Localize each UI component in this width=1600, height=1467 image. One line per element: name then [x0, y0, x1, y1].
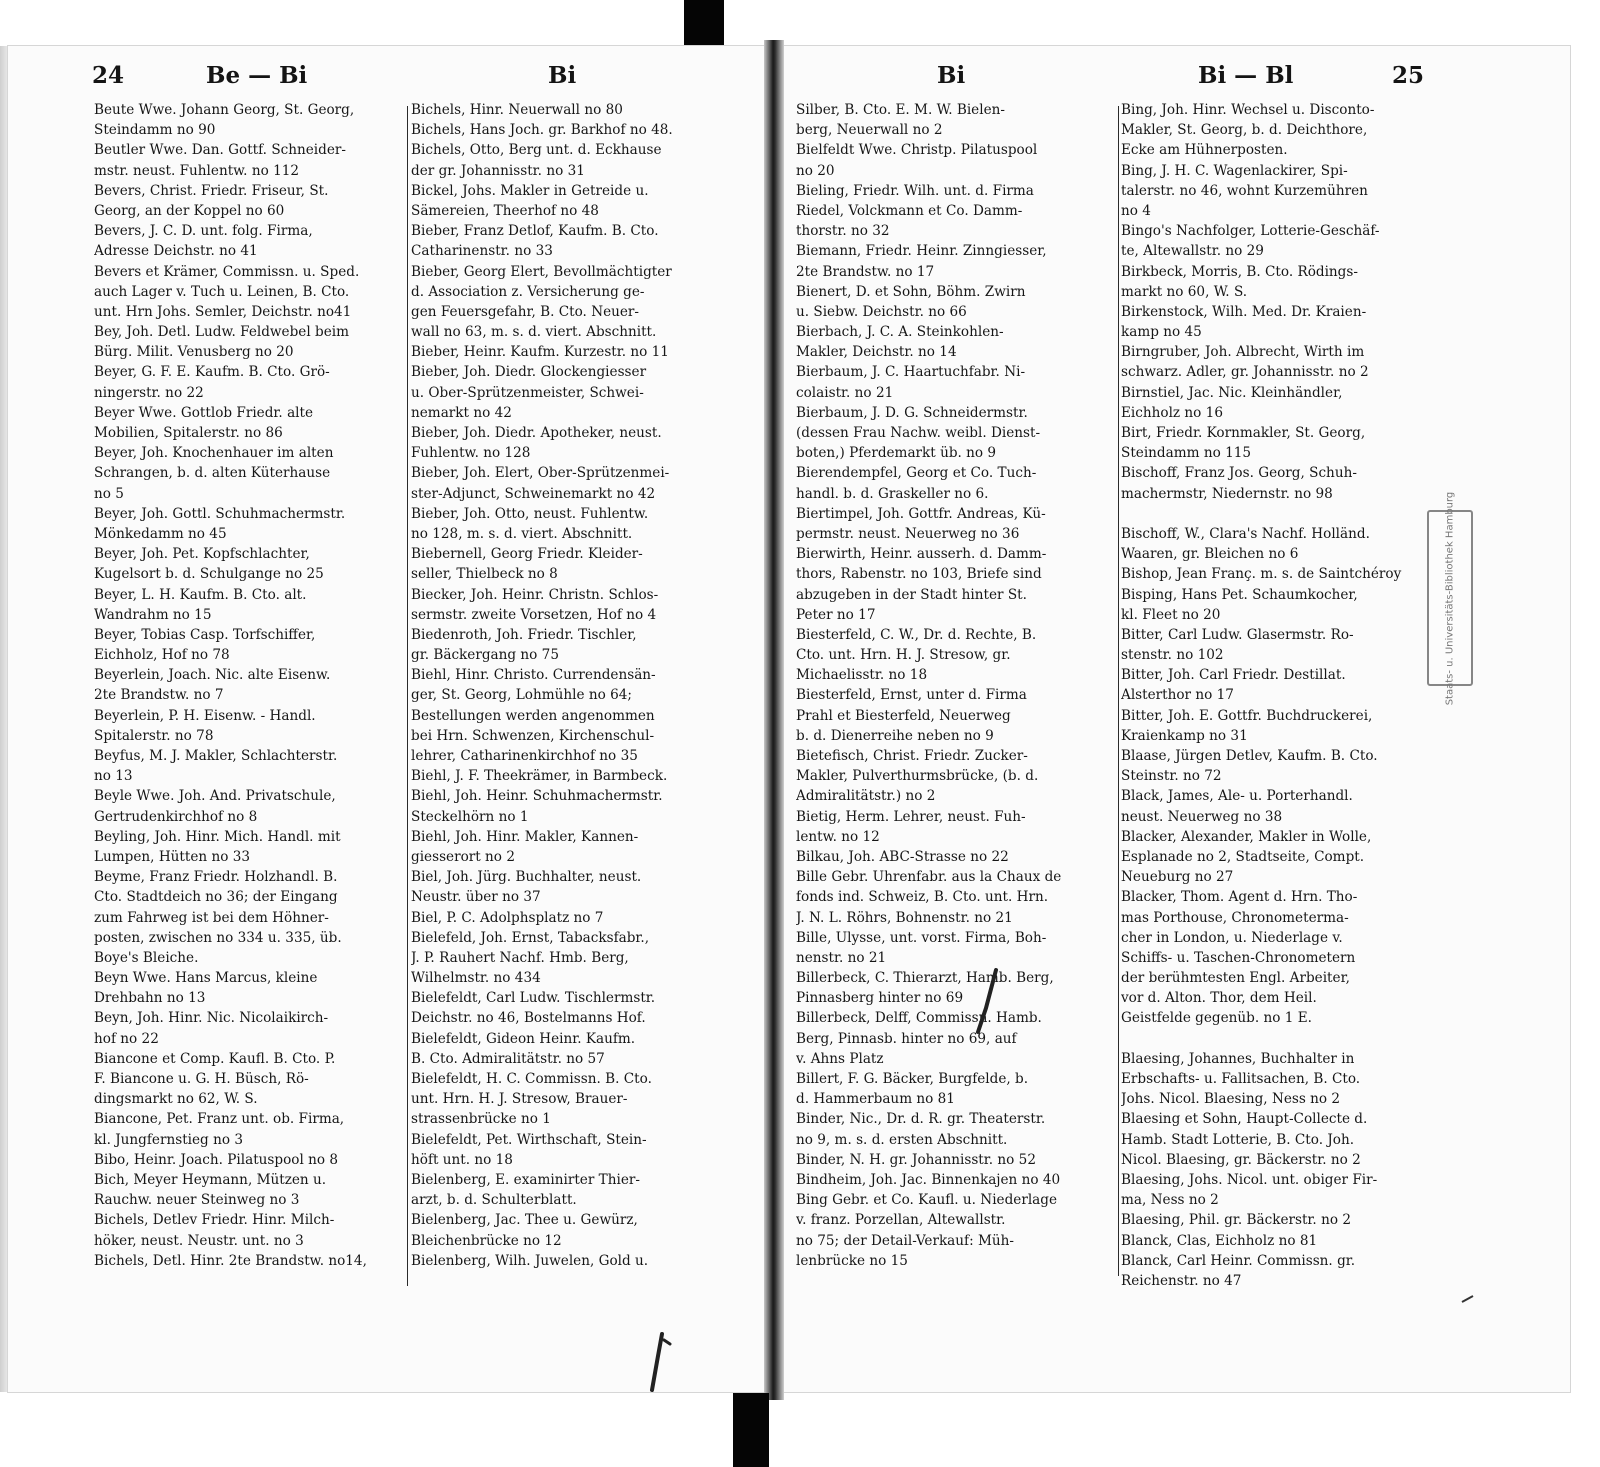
entry-line: no 75; der Detail-Verkauf: Müh-: [796, 1232, 1014, 1249]
entry-line: Bielefeldt, Pet. Wirthschaft, Stein-: [411, 1131, 647, 1148]
entry-line: Admiralitätstr.) no 2: [796, 788, 936, 805]
entry-line: gr. Bäckergang no 75: [411, 647, 559, 664]
entry-line: fonds ind. Schweiz, B. Cto. unt. Hrn.: [796, 889, 1049, 906]
entry-line: Bindheim, Joh. Jac. Binnenkajen no 40: [796, 1171, 1061, 1188]
left-column-1: [94, 100, 404, 1271]
entry-line: Ecke am Hühnerposten.: [1121, 142, 1288, 159]
entry-line: Blacker, Thom. Agent d. Hrn. Tho-: [1121, 889, 1358, 906]
entry-line: Kraienkamp no 31: [1121, 727, 1248, 744]
entry-line: kl. Jungfernstieg no 3: [94, 1131, 243, 1148]
entry-line: F. Biancone u. G. H. Büsch, Rö-: [94, 1071, 309, 1087]
entry-line: Beyle Wwe. Joh. And. Privatschule,: [94, 788, 336, 805]
entry-line: Gertrudenkirchhof no 8: [94, 808, 258, 825]
entry-line: Bielefeldt, H. C. Commissn. B. Cto.: [411, 1071, 652, 1087]
entry-line: vor d. Alton. Thor, dem Heil.: [1121, 990, 1317, 1007]
entry-line: no 4: [1121, 202, 1151, 219]
entry-line: Bierendempfel, Georg et Co. Tuch-: [796, 465, 1037, 482]
entry-line: Bielefeldt, Carl Ludw. Tischlermstr.: [411, 990, 656, 1007]
entry-line: Bille, Ulysse, unt. vorst. Firma, Boh-: [796, 929, 1047, 946]
entry-line: Bischoff, W., Clara's Nachf. Holländ.: [1121, 525, 1370, 542]
entry-line: Bieber, Joh. Diedr. Apotheker, neust.: [411, 425, 662, 441]
entry-line: Silber, B. Cto. E. M. W. Bielen-: [796, 102, 1005, 118]
entry-line: Neueburg no 27: [1121, 869, 1234, 886]
entry-line: Prahl et Biesterfeld, Neuerweg: [796, 707, 1011, 724]
entry-line: Biecker, Joh. Heinr. Christn. Schlos-: [411, 586, 659, 603]
entry-line: Bey, Joh. Detl. Ludw. Feldwebel beim: [94, 324, 349, 341]
entry-line: Makler, Pulverthurmsbrücke, (b. d.: [796, 768, 1039, 785]
entry-line: mas Porthouse, Chronometerma-: [1121, 909, 1349, 926]
entry-line: Bichels, Hans Joch. gr. Barkhof no 48.: [411, 122, 673, 139]
entry-line: Eichholz no 16: [1121, 404, 1223, 421]
entry-line: Steckelhörn no 1: [411, 808, 529, 825]
entry-line: Bille Gebr. Uhrenfabr. aus la Chaux de: [796, 869, 1062, 886]
library-stamp: [1427, 491, 1473, 705]
entry-line: Georg, an der Koppel no 60: [94, 202, 285, 219]
entry-line: nenstr. no 21: [796, 949, 887, 966]
entry-line: colaistr. no 21: [796, 384, 894, 401]
entry-line: Reichenstr. no 47: [1121, 1272, 1242, 1289]
entry-line: Bietefisch, Christ. Friedr. Zucker-: [796, 748, 1028, 764]
entry-line: Bieber, Franz Detlof, Kaufm. B. Cto.: [411, 223, 659, 240]
entry-line: Bieber, Georg Elert, Bevollmächtigter: [411, 263, 672, 280]
entry-line: handl. b. d. Graskeller no 6.: [796, 485, 989, 502]
entry-line: Waaren, gr. Bleichen no 6: [1121, 546, 1299, 563]
entry-line: Bieber, Joh. Elert, Ober-Sprützenmei-: [411, 465, 670, 482]
entry-line: Bürg. Milit. Venusberg no 20: [94, 344, 294, 361]
entry-line: boten,) Pferdemarkt üb. no 9: [796, 445, 997, 462]
entry-line: Biel, P. C. Adolphsplatz no 7: [411, 909, 604, 926]
entry-line: dingsmarkt no 62, W. S.: [94, 1091, 258, 1108]
entry-line: Biebernell, Georg Friedr. Kleider-: [411, 546, 643, 563]
entry-line: Biesterfeld, Ernst, unter d. Firma: [796, 687, 1027, 704]
entry-line: no 5: [94, 485, 124, 502]
entry-line: Billert, F. G. Bäcker, Burgfelde, b.: [796, 1071, 1029, 1087]
entry-line: Bitter, Joh. E. Gottfr. Buchdruckerei,: [1121, 707, 1373, 724]
entry-line: Beyerlein, P. H. Eisenw. - Handl.: [94, 707, 316, 724]
entry-line: Makler, St. Georg, b. d. Deichthore,: [1121, 122, 1368, 139]
entry-line: no 128, m. s. d. viert. Abschnitt.: [411, 525, 633, 542]
entry-line: Biancone, Pet. Franz unt. ob. Firma,: [94, 1111, 345, 1128]
entry-line: berg, Neuerwall no 2: [796, 122, 943, 139]
entry-line: lehrer, Catharinenkirchhof no 35: [411, 748, 638, 764]
entry-line: thorstr. no 32: [796, 223, 890, 240]
entry-line: abzugeben in der Stadt hinter St.: [796, 586, 1027, 603]
entry-line: Adresse Deichstr. no 41: [94, 243, 258, 260]
entry-line: stenstr. no 102: [1121, 647, 1224, 664]
entry-line: Bichels, Otto, Berg unt. d. Eckhause: [411, 142, 662, 159]
entry-line: Biesterfeld, C. W., Dr. d. Rechte, B.: [796, 626, 1037, 643]
entry-line: Bevers, Christ. Friedr. Friseur, St.: [94, 182, 329, 199]
entry-line: Bischoff, Franz Jos. Georg, Schuh-: [1121, 465, 1357, 482]
entry-line: unt. Hrn. H. J. Stresow, Brauer-: [411, 1091, 628, 1108]
entry-line: Beyn, Joh. Hinr. Nic. Nicolaikirch-: [94, 1010, 329, 1027]
entry-line: ster-Adjunct, Schweinemarkt no 42: [411, 485, 656, 502]
entry-line: Catharinenstr. no 33: [411, 243, 553, 260]
entry-line: Steindamm no 90: [94, 122, 216, 139]
entry-line: Biertimpel, Joh. Gottfr. Andreas, Kü-: [796, 505, 1046, 522]
entry-line: Bilkau, Joh. ABC-Strasse no 22: [796, 848, 1009, 865]
entry-line: Beyn Wwe. Hans Marcus, kleine: [94, 970, 318, 987]
entry-line: Bieber, Heinr. Kaufm. Kurzestr. no 11: [411, 344, 669, 361]
entry-line: Beyerlein, Joach. Nic. alte Eisenw.: [94, 667, 331, 684]
entry-line: Neustr. über no 37: [411, 889, 541, 906]
entry-line: Rauchw. neuer Steinweg no 3: [94, 1192, 300, 1209]
entry-line: Bing, Joh. Hinr. Wechsel u. Disconto-: [1121, 102, 1375, 118]
entry-line: Bing, J. H. C. Wagenlackirer, Spi-: [1121, 162, 1348, 179]
entry-line: cher in London, u. Niederlage v.: [1121, 929, 1343, 946]
entry-line: der berühmtesten Engl. Arbeiter,: [1121, 970, 1350, 987]
entry-line: Mobilien, Spitalerstr. no 86: [94, 425, 283, 441]
entry-line: Eichholz, Hof no 78: [94, 647, 230, 664]
entry-line: Blaesing et Sohn, Haupt-Collecte d.: [1121, 1111, 1368, 1128]
entry-line: der gr. Johannisstr. no 31: [411, 162, 585, 179]
entry-line: Bichels, Hinr. Neuerwall no 80: [411, 102, 623, 118]
entry-line: Birnstiel, Jac. Nic. Kleinhändler,: [1121, 384, 1343, 401]
entry-line: ma, Ness no 2: [1121, 1192, 1219, 1209]
entry-line: Peter no 17: [796, 606, 876, 623]
entry-line: Biancone et Comp. Kaufl. B. Cto. P.: [94, 1050, 336, 1067]
entry-line: Bienert, D. et Sohn, Böhm. Zwirn: [796, 283, 1026, 300]
entry-line: Bitter, Carl Ludw. Glasermstr. Ro-: [1121, 626, 1354, 643]
entry-line: thors, Rabenstr. no 103, Briefe sind: [796, 566, 1042, 583]
entry-line: Biehl, Hinr. Christo. Currendensän-: [411, 667, 656, 684]
entry-line: posten, zwischen no 334 u. 335, üb.: [94, 929, 342, 946]
entry-line: seller, Thielbeck no 8: [411, 566, 558, 583]
entry-line: Blacker, Alexander, Makler in Wolle,: [1121, 828, 1372, 845]
entry-line: Blanck, Carl Heinr. Commissn. gr.: [1121, 1252, 1356, 1269]
right-page-range: Bi — Bl: [1198, 62, 1294, 89]
entry-line: Mönkedamm no 45: [94, 525, 227, 542]
left-page-range: Be — Bi: [206, 62, 308, 89]
entry-line: Erbschafts- u. Fallitsachen, B. Cto.: [1121, 1071, 1361, 1087]
entry-line: Schrangen, b. d. alten Küterhause: [94, 465, 331, 482]
pencil-mark-left: [640, 1330, 680, 1400]
entry-line: mstr. neust. Fuhlentw. no 112: [94, 162, 300, 179]
binding-strip-bottom: [733, 1393, 769, 1467]
entry-line: J. N. L. Röhrs, Bohnenstr. no 21: [796, 909, 1013, 926]
entry-line: höker, neust. Neustr. unt. no 3: [94, 1232, 304, 1249]
entry-line: Makler, Deichstr. no 14: [796, 344, 957, 361]
entry-line: permstr. neust. Neuerweg no 36: [796, 525, 1020, 542]
entry-line: v. franz. Porzellan, Altewallstr.: [796, 1212, 1006, 1229]
entry-line: machermstr, Niedernstr. no 98: [1121, 485, 1333, 502]
entry-line: Bieber, Joh. Diedr. Glockengiesser: [411, 364, 647, 381]
entry-line: Deichstr. no 46, Bostelmanns Hof.: [411, 1010, 646, 1027]
entry-line: d. Hammerbaum no 81: [796, 1091, 955, 1108]
entry-line: Billerbeck, Delff, Commissn. Hamb.: [796, 1010, 1042, 1027]
right-column-2: [1121, 100, 1436, 1291]
entry-line: Beute Wwe. Johann Georg, St. Georg,: [94, 102, 355, 118]
entry-line: markt no 60, W. S.: [1121, 283, 1248, 300]
entry-line: Biemann, Friedr. Heinr. Zinngiesser,: [796, 243, 1047, 260]
entry-line: Beyer, Joh. Knochenhauer im alten: [94, 445, 334, 462]
entry-line: Biehl, Joh. Hinr. Makler, Kannen-: [411, 828, 639, 845]
entry-line: Beyling, Joh. Hinr. Mich. Handl. mit: [94, 828, 341, 845]
entry-line: Birkbeck, Morris, B. Cto. Rödings-: [1121, 263, 1358, 280]
entry-line: sermstr. zweite Vorsetzen, Hof no 4: [411, 606, 657, 623]
entry-line: Fuhlentw. no 128: [411, 445, 531, 462]
entry-line: Berg, Pinnasb. hinter no 69, auf: [796, 1030, 1017, 1047]
entry-line: Beyer, Joh. Gottl. Schuhmachermstr.: [94, 505, 346, 522]
entry-line: Johs. Nicol. Blaesing, Ness no 2: [1121, 1091, 1341, 1108]
entry-line: no 13: [94, 768, 133, 785]
entry-line: [1121, 1029, 1436, 1049]
entry-line: Lumpen, Hütten no 33: [94, 848, 251, 865]
entry-line: auch Lager v. Tuch u. Leinen, B. Cto.: [94, 283, 350, 300]
entry-line: u. Siebw. Deichstr. no 66: [796, 303, 967, 320]
entry-line: lenbrücke no 15: [796, 1252, 908, 1269]
entry-line: 2te Brandstw. no 7: [94, 687, 224, 704]
entry-line: Bitter, Joh. Carl Friedr. Destillat.: [1121, 667, 1346, 684]
entry-line: Wilhelmstr. no 434: [411, 970, 541, 987]
entry-line: Beyer, L. H. Kaufm. B. Cto. alt.: [94, 586, 307, 603]
entry-line: b. d. Dienerreihe neben no 9: [796, 727, 994, 744]
entry-line: Bierwirth, Heinr. ausserh. d. Damm-: [796, 546, 1047, 563]
entry-line: Steindamm no 115: [1121, 445, 1252, 462]
entry-line: Wandrahm no 15: [94, 606, 212, 623]
entry-line: Pinnasberg hinter no 69: [796, 990, 964, 1007]
entry-line: 2te Brandstw. no 17: [796, 263, 935, 280]
entry-line: Bichels, Detlev Friedr. Hinr. Milch-: [94, 1212, 335, 1229]
left-column-2: [411, 100, 731, 1271]
entry-line: wall no 63, m. s. d. viert. Abschnitt.: [411, 324, 657, 341]
entry-line: Bierbach, J. C. A. Steinkohlen-: [796, 324, 1004, 341]
entry-line: Bielefeldt, Gideon Heinr. Kaufm.: [411, 1030, 636, 1047]
entry-line: giesserort no 2: [411, 848, 515, 865]
entry-line: hof no 22: [94, 1030, 159, 1047]
entry-line: Biehl, J. F. Theekrämer, in Barmbeck.: [411, 768, 668, 785]
entry-line: Beyfus, M. J. Makler, Schlachterstr.: [94, 748, 338, 764]
left-col-head: Bi: [548, 62, 577, 89]
entry-line: Binder, N. H. gr. Johannisstr. no 52: [796, 1151, 1036, 1168]
entry-line: Drehbahn no 13: [94, 990, 206, 1007]
entry-line: Blanck, Clas, Eichholz no 81: [1121, 1232, 1318, 1249]
entry-line: Bisping, Hans Pet. Schaumkocher,: [1121, 586, 1358, 603]
entry-line: te, Altewallstr. no 29: [1121, 243, 1264, 260]
entry-line: talerstr. no 46, wohnt Kurzemühren: [1121, 182, 1368, 199]
entry-line: Alsterthor no 17: [1121, 687, 1234, 704]
entry-line: Bielenberg, E. examinirter Thier-: [411, 1171, 640, 1188]
entry-line: Geistfelde gegenüb. no 1 E.: [1121, 1010, 1313, 1027]
entry-line: Bibo, Heinr. Joach. Pilatuspool no 8: [94, 1151, 339, 1168]
entry-line: Bieber, Joh. Otto, neust. Fuhlentw.: [411, 505, 649, 522]
entry-line: kl. Fleet no 20: [1121, 606, 1221, 623]
entry-line: Blaesing, Johannes, Buchhalter in: [1121, 1050, 1355, 1067]
entry-line: Beyer, G. F. E. Kaufm. B. Cto. Grö-: [94, 364, 330, 381]
entry-line: Bielenberg, Jac. Thee u. Gewürz,: [411, 1212, 638, 1229]
right-page-number: 25: [1392, 62, 1425, 89]
entry-line: Riedel, Volckmann et Co. Damm-: [796, 202, 1023, 219]
entry-line: Bieling, Friedr. Wilh. unt. d. Firma: [796, 182, 1034, 199]
entry-line: Beyme, Franz Friedr. Holzhandl. B.: [94, 869, 338, 886]
entry-line: zum Fahrweg ist bei dem Höhner-: [94, 909, 329, 926]
stamp-text: Staats- u. Universitäts-Bibliothek Hamburg: [1444, 491, 1456, 705]
entry-line: arzt, b. d. Schulterblatt.: [411, 1192, 577, 1209]
entry-line: Bevers, J. C. D. unt. folg. Firma,: [94, 223, 313, 240]
entry-line: Sämereien, Theerhof no 48: [411, 202, 599, 219]
entry-line: no 9, m. s. d. ersten Abschnitt.: [796, 1131, 1008, 1148]
entry-line: Bing Gebr. et Co. Kaufl. u. Niederlage: [796, 1192, 1058, 1209]
entry-line: nemarkt no 42: [411, 404, 512, 421]
entry-line: unt. Hrn Johs. Semler, Deichstr. no41: [94, 303, 352, 320]
entry-line: Birngruber, Joh. Albrecht, Wirth im: [1121, 344, 1365, 361]
left-page-number: 24: [92, 62, 125, 89]
entry-line: Bielfeldt Wwe. Christp. Pilatuspool: [796, 142, 1038, 159]
entry-line: Bierbaum, J. D. G. Schneidermstr.: [796, 404, 1028, 421]
entry-line: Bierbaum, J. C. Haartuchfabr. Ni-: [796, 364, 1026, 381]
entry-line: Spitalerstr. no 78: [94, 727, 214, 744]
entry-line: Billerbeck, C. Thierarzt, Hamb. Berg,: [796, 970, 1054, 987]
right-col-head: Bi: [937, 62, 966, 89]
entry-line: Kugelsort b. d. Schulgange no 25: [94, 566, 324, 583]
entry-line: gen Feuersgefahr, B. Cto. Neuer-: [411, 303, 640, 320]
entry-line: Birt, Friedr. Kornmakler, St. Georg,: [1121, 425, 1366, 441]
entry-line: Bielefeld, Joh. Ernst, Tabacksfabr.,: [411, 929, 650, 946]
entry-line: Biehl, Joh. Heinr. Schuhmachermstr.: [411, 788, 663, 805]
entry-line: Bielenberg, Wilh. Juwelen, Gold u.: [411, 1252, 649, 1269]
entry-line: Blaesing, Johs. Nicol. unt. obiger Fir-: [1121, 1171, 1378, 1188]
entry-line: Beyer, Tobias Casp. Torfschiffer,: [94, 626, 316, 643]
entry-line: ger, St. Georg, Lohmühle no 64;: [411, 687, 632, 704]
entry-line: lentw. no 12: [796, 828, 880, 845]
entry-line: Bichels, Detl. Hinr. 2te Brandstw. no14,: [94, 1252, 367, 1269]
entry-line: Bishop, Jean Franç. m. s. de Saintchéroy: [1121, 566, 1402, 583]
entry-line: Blaase, Jürgen Detlev, Kaufm. B. Cto.: [1121, 748, 1378, 764]
entry-line: strassenbrücke no 1: [411, 1111, 551, 1128]
entry-line: Birkenstock, Wilh. Med. Dr. Kraien-: [1121, 303, 1367, 320]
book-gutter: [764, 40, 784, 1400]
entry-line: Bleichenbrücke no 12: [411, 1232, 562, 1249]
ink-speck: [1461, 1294, 1475, 1304]
entry-line: v. Ahns Platz: [796, 1050, 884, 1067]
entry-line: Bich, Meyer Heymann, Mützen u.: [94, 1171, 327, 1188]
entry-line: schwarz. Adler, gr. Johannisstr. no 2: [1121, 364, 1369, 381]
entry-line: Bickel, Johs. Makler in Getreide u.: [411, 182, 649, 199]
entry-line: Beutler Wwe. Dan. Gottf. Schneider-: [94, 142, 346, 159]
entry-line: Black, James, Ale- u. Porterhandl.: [1121, 788, 1353, 805]
entry-line: Beyer, Joh. Pet. Kopfschlachter,: [94, 546, 310, 563]
entry-line: Biedenroth, Joh. Friedr. Tischler,: [411, 626, 637, 643]
entry-line: Steinstr. no 72: [1121, 768, 1222, 785]
entry-line: ningerstr. no 22: [94, 384, 204, 401]
entry-line: Bingo's Nachfolger, Lotterie-Geschäf-: [1121, 223, 1380, 240]
entry-line: neust. Neuerweg no 38: [1121, 808, 1283, 825]
entry-line: d. Association z. Versicherung ge-: [411, 283, 645, 300]
entry-line: höft unt. no 18: [411, 1151, 513, 1168]
entry-line: Hamb. Stadt Lotterie, B. Cto. Joh.: [1121, 1131, 1355, 1148]
entry-line: Esplanade no 2, Stadtseite, Compt.: [1121, 848, 1365, 865]
right-column-1: [796, 100, 1116, 1271]
entry-line: Bevers et Krämer, Commissn. u. Sped.: [94, 263, 360, 280]
pencil-mark-right: [970, 968, 1010, 1038]
entry-line: Bestellungen werden angenommen: [411, 707, 655, 724]
entry-line: Boye's Bleiche.: [94, 949, 199, 966]
column-rule-left: [407, 106, 408, 1286]
entry-line: kamp no 45: [1121, 324, 1202, 341]
entry-line: (dessen Frau Nachw. weibl. Dienst-: [796, 425, 1041, 441]
entry-line: Cto. unt. Hrn. H. J. Stresow, gr.: [796, 647, 1011, 664]
entry-line: no 20: [796, 162, 835, 179]
entry-line: Beyer Wwe. Gottlob Friedr. alte: [94, 404, 314, 421]
entry-line: Binder, Nic., Dr. d. R. gr. Theaterstr.: [796, 1111, 1046, 1128]
entry-line: Cto. Stadtdeich no 36; der Eingang: [94, 889, 338, 906]
entry-line: u. Ober-Sprützenmeister, Schwei-: [411, 384, 644, 401]
entry-line: Bietig, Herm. Lehrer, neust. Fuh-: [796, 808, 1026, 825]
entry-line: Biel, Joh. Jürg. Buchhalter, neust.: [411, 869, 642, 886]
entry-line: bei Hrn. Schwenzen, Kirchenschul-: [411, 727, 655, 744]
entry-line: J. P. Rauhert Nachf. Hmb. Berg,: [411, 949, 629, 966]
entry-line: [1121, 504, 1436, 524]
column-rule-right: [1118, 106, 1119, 1276]
entry-line: Blaesing, Phil. gr. Bäckerstr. no 2: [1121, 1212, 1351, 1229]
entry-line: Nicol. Blaesing, gr. Bäckerstr. no 2: [1121, 1151, 1361, 1168]
entry-line: Schiffs- u. Taschen-Chronometern: [1121, 949, 1356, 966]
entry-line: Michaelisstr. no 18: [796, 667, 928, 684]
entry-line: B. Cto. Admiralitätstr. no 57: [411, 1050, 605, 1067]
